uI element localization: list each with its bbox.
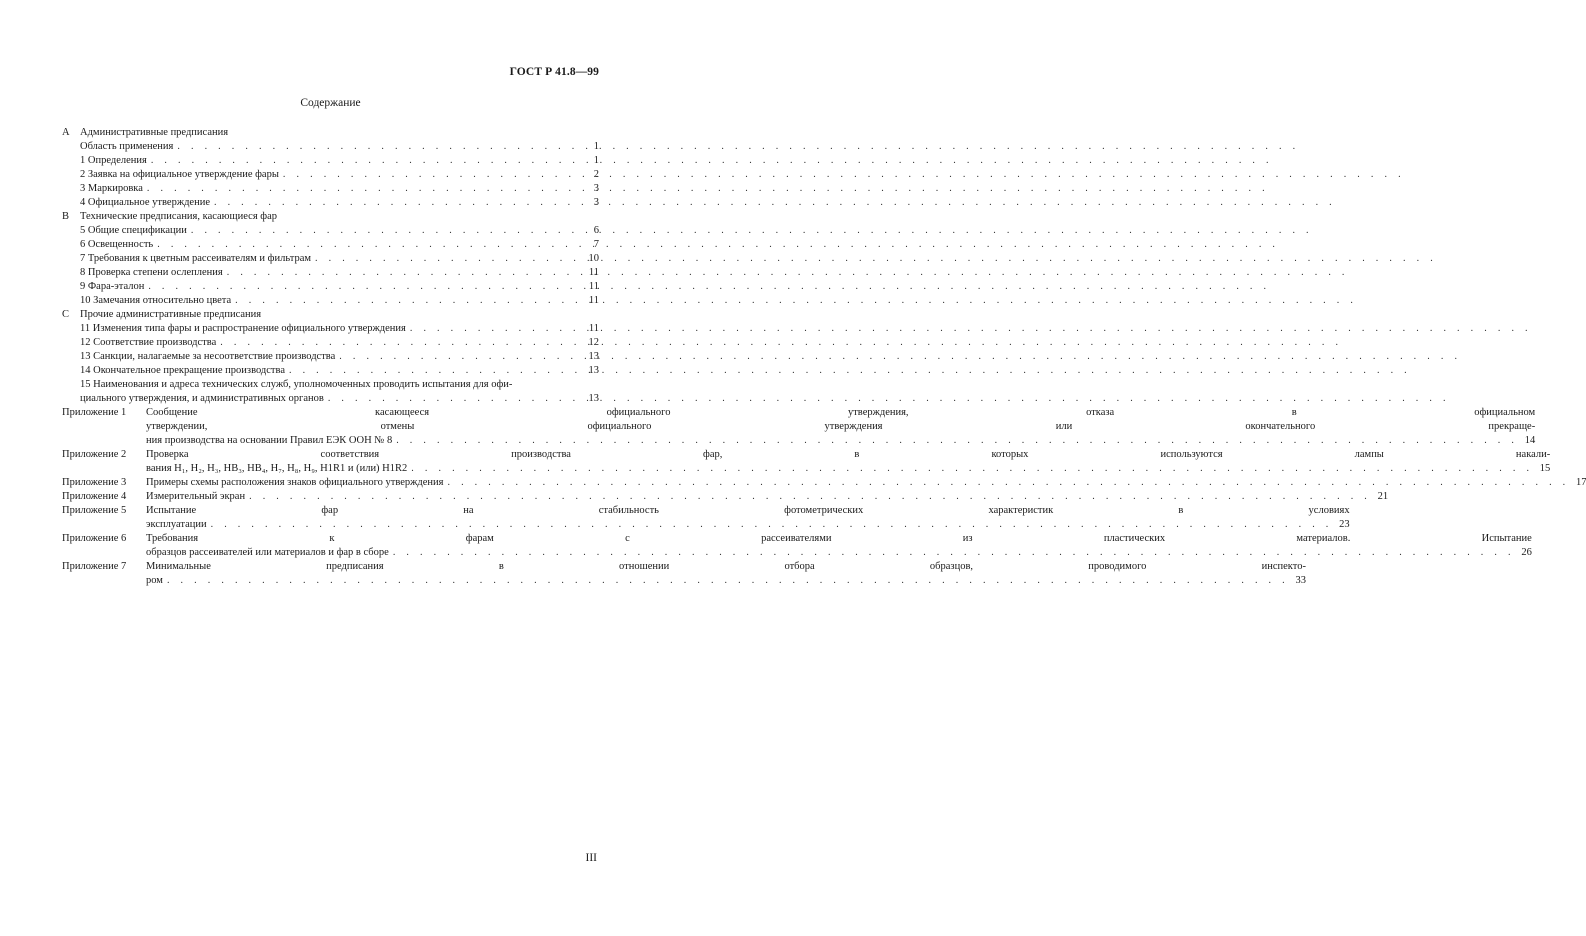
toc-entry[interactable] bbox=[62, 238, 599, 252]
leader-dots bbox=[411, 462, 1533, 476]
leader-dots bbox=[177, 140, 582, 154]
leader-dots bbox=[283, 168, 582, 182]
appendix-label: Приложение 2 bbox=[62, 449, 127, 460]
toc-entry-page: 13 bbox=[588, 365, 599, 376]
appendix-label: Приложение 7 bbox=[62, 561, 127, 572]
appendix-line: утверждении, отмены официального утверждения или окончательного прекраще- bbox=[146, 421, 1536, 432]
leader-dots bbox=[328, 392, 582, 406]
toc-entry[interactable] bbox=[62, 266, 599, 280]
toc-entry[interactable] bbox=[62, 224, 599, 238]
leader-dots bbox=[167, 574, 1289, 588]
toc-entry-page: 11 bbox=[588, 323, 599, 334]
appendix-line: Испытание фар на стабильность фотометрических характеристик в условиях bbox=[146, 505, 1350, 516]
appendix-page: 17 bbox=[1575, 477, 1586, 488]
appendix-entry[interactable] bbox=[62, 560, 1306, 588]
toc-entry-page: 2 bbox=[593, 169, 599, 180]
leader-dots bbox=[235, 294, 582, 308]
toc-entry[interactable] bbox=[62, 322, 599, 336]
section-header-a bbox=[62, 126, 599, 140]
section-letter: В bbox=[62, 211, 70, 222]
appendix-line-last bbox=[146, 490, 1388, 504]
appendix-label: Приложение 3 bbox=[62, 477, 127, 488]
leader-dots bbox=[220, 336, 582, 350]
toc-entry[interactable] bbox=[62, 168, 599, 182]
section-letter: А bbox=[62, 127, 70, 138]
appendix-line: Проверка соответствия производства фар, в которых используются лампы накали- bbox=[146, 449, 1551, 460]
toc-entry-page: 12 bbox=[588, 337, 599, 348]
leader-dots bbox=[157, 238, 582, 252]
toc-entry-label: 5 Общие спецификации bbox=[80, 225, 187, 236]
appendix-line: Примеры схемы расположения знаков официального утверждения bbox=[146, 477, 444, 488]
toc-entry-label: 1 Определения bbox=[80, 155, 147, 166]
appendix-entry[interactable] bbox=[62, 504, 1350, 532]
leader-dots bbox=[447, 476, 1569, 490]
toc-entry-page: 6 bbox=[593, 225, 599, 236]
leader-dots bbox=[249, 490, 1371, 504]
toc-entry[interactable] bbox=[62, 140, 599, 154]
appendix-line-last bbox=[146, 434, 1535, 448]
appendix-label: Приложение 1 bbox=[62, 407, 127, 418]
appendix-line: Требования к фарам с рассеивателями из пластических материалов. Испытание bbox=[146, 533, 1532, 544]
toc-entry-line bbox=[80, 392, 599, 406]
appendix-line-last bbox=[146, 546, 1532, 560]
section-title: Технические предписания, касающиеся фар bbox=[80, 211, 277, 222]
leader-dots bbox=[211, 518, 1333, 532]
toc-entry[interactable] bbox=[62, 182, 599, 196]
leader-dots bbox=[148, 280, 582, 294]
toc-entry[interactable] bbox=[62, 196, 599, 210]
toc-entry-multiline[interactable] bbox=[62, 378, 599, 406]
section-title: Прочие административные предписания bbox=[80, 309, 262, 320]
toc-entry-page: 11 bbox=[588, 281, 599, 292]
toc-entry-page: 1 bbox=[593, 155, 599, 166]
appendix-line-last bbox=[146, 518, 1350, 532]
toc-entry-label: 11 Изменения типа фары и распространение официального утверждения bbox=[80, 323, 406, 334]
appendix-page: 21 bbox=[1377, 491, 1389, 502]
leader-dots bbox=[339, 350, 582, 364]
leader-dots bbox=[191, 224, 582, 238]
appendix-label: Приложение 6 bbox=[62, 533, 127, 544]
toc-entry-page: 11 bbox=[588, 267, 599, 278]
toc-entry-label: 15 Наименования и адреса технических служб, уполномоченных проводить испытания для офи- bbox=[80, 379, 513, 390]
appendix-line-last bbox=[146, 574, 1306, 588]
toc-entry-page: 1 bbox=[593, 141, 599, 152]
leader-dots bbox=[289, 364, 582, 378]
toc-entry[interactable] bbox=[62, 350, 599, 364]
leader-dots bbox=[151, 154, 582, 168]
leader-dots bbox=[315, 252, 582, 266]
toc-entry-label: 7 Требования к цветным рассеивателям и фильтрам bbox=[80, 253, 311, 264]
toc-entry-label: 3 Маркировка bbox=[80, 183, 143, 194]
appendix-page: 33 bbox=[1295, 575, 1306, 586]
appendix-line: Минимальные предписания в отношении отбора образцов, проводимого инспекто- bbox=[146, 561, 1306, 572]
appendix-label: Приложение 5 bbox=[62, 505, 127, 516]
toc-entry[interactable] bbox=[62, 364, 599, 378]
appendix-page: 26 bbox=[1521, 547, 1532, 558]
toc-entry-label: 8 Проверка степени ослепления bbox=[80, 267, 223, 278]
toc-entry-label: 13 Санкции, налагаемые за несоответствие производства bbox=[80, 351, 336, 362]
toc-entry-page: 11 bbox=[588, 295, 599, 306]
appendix-page: 14 bbox=[1524, 435, 1536, 446]
appendix-line: Сообщение касающееся официального утверждения, отказа в официальном bbox=[146, 407, 1536, 418]
toc-entry-label: 2 Заявка на официальное утверждение фары bbox=[80, 169, 279, 180]
toc-entry-page: 13 bbox=[588, 393, 599, 404]
toc-entry-label: циального утверждения, и административных органов bbox=[80, 393, 324, 404]
toc-entry-page: 3 bbox=[593, 183, 599, 194]
document-code: ГОСТ Р 41.8—99 bbox=[509, 66, 599, 78]
appendix-entry[interactable] bbox=[62, 406, 1536, 448]
appendix-entry[interactable] bbox=[62, 532, 1532, 560]
section-letter: С bbox=[62, 309, 70, 320]
toc-entry[interactable] bbox=[62, 252, 599, 266]
appendix-line: вания H₁, H₂, H₃, HB₃, HB₄, H₇, H₈, H₉, H1R1 и (или) H1R2 bbox=[146, 463, 408, 474]
appendix-label: Приложение 4 bbox=[62, 491, 127, 502]
toc-entry-label: 4 Официальное утверждение bbox=[80, 197, 210, 208]
appendix-line: образцов рассеивателей или материалов и фар в сборе bbox=[146, 547, 389, 558]
appendix-entry[interactable] bbox=[62, 448, 1551, 476]
toc-entry-label: Область применения bbox=[80, 141, 174, 152]
toc-entry[interactable] bbox=[62, 154, 599, 168]
section-title: Административные предписания bbox=[80, 127, 229, 138]
section-header-c bbox=[62, 308, 599, 322]
leader-dots bbox=[147, 182, 582, 196]
appendix-line-last bbox=[146, 476, 1586, 490]
section-header-b bbox=[62, 210, 599, 224]
leader-dots bbox=[393, 546, 1515, 560]
appendix-page: 15 bbox=[1539, 463, 1551, 474]
page-number: III bbox=[585, 852, 597, 864]
appendix-page: 23 bbox=[1339, 519, 1350, 530]
toc-entry-line bbox=[80, 378, 599, 392]
toc-title: Содержание bbox=[300, 97, 361, 109]
appendix-line: ния производства на основании Правил ЕЭК ООН № 8 bbox=[146, 435, 393, 446]
leader-dots bbox=[214, 196, 582, 210]
appendix-line: эксплуатации bbox=[146, 519, 207, 530]
table-of-contents bbox=[62, 126, 1586, 588]
appendix-line: Измерительный экран bbox=[146, 491, 246, 502]
toc-entry-page: 7 bbox=[593, 239, 599, 250]
toc-entry-page: 10 bbox=[588, 253, 599, 264]
toc-entry[interactable] bbox=[62, 336, 599, 350]
appendix-entry[interactable] bbox=[62, 476, 1586, 490]
toc-entry[interactable] bbox=[62, 294, 599, 308]
appendix-line: ром bbox=[146, 575, 163, 586]
appendix-entry[interactable] bbox=[62, 490, 1389, 504]
toc-entry-label: 10 Замечания относительно цвета bbox=[80, 295, 232, 306]
toc-entry-page: 3 bbox=[593, 197, 599, 208]
leader-dots bbox=[410, 322, 582, 336]
toc-entry-label: 6 Освещенность bbox=[80, 239, 154, 250]
leader-dots bbox=[227, 266, 582, 280]
toc-entry[interactable] bbox=[62, 280, 599, 294]
toc-entry-label: 12 Соответствие производства bbox=[80, 337, 217, 348]
leader-dots bbox=[396, 434, 1518, 448]
toc-entry-page: 13 bbox=[588, 351, 599, 362]
toc-entry-label: 14 Окончательное прекращение производства bbox=[80, 365, 285, 376]
toc-entry-label: 9 Фара-эталон bbox=[80, 281, 145, 292]
appendix-line-last bbox=[146, 462, 1550, 476]
